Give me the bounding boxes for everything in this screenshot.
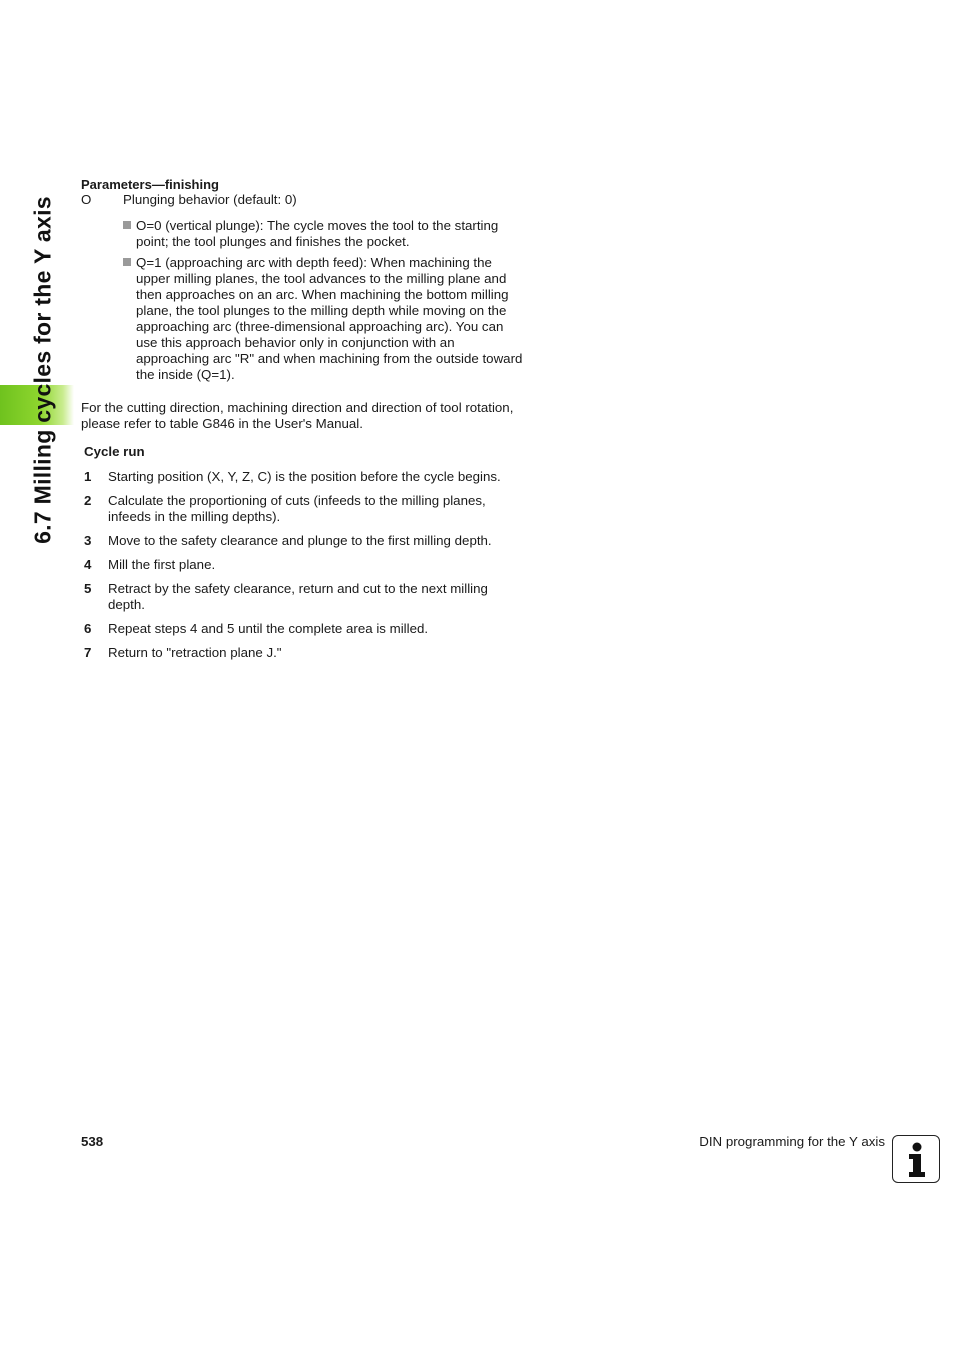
list-item	[123, 218, 526, 250]
parameter-key: O	[81, 192, 92, 207]
step-number: 4	[84, 557, 92, 572]
cycle-steps-list	[81, 469, 526, 661]
parameter-row	[81, 192, 526, 208]
info-icon	[892, 1135, 940, 1183]
cutting-direction-note: For the cutting direction, machining direction and direction of tool rotation, please refer to table G846 in the User's Manual.	[81, 400, 514, 431]
section-title: 6.7 Milling cycles for the Y axis	[29, 196, 56, 544]
step-text: Repeat steps 4 and 5 until the complete area is milled.	[108, 621, 429, 636]
option-text: O=0 (vertical plunge): The cycle moves the tool to the starting point; the tool plunges and finishes the pocket.	[136, 218, 499, 249]
step-text: Mill the first plane.	[108, 557, 216, 572]
step-text: Move to the safety clearance and plunge to the first milling depth.	[108, 533, 492, 548]
step-text: Calculate the proportioning of cuts (infeeds to the milling planes, infeeds in the milling depths).	[108, 493, 486, 524]
list-item	[81, 645, 526, 661]
bullet-square-icon	[123, 221, 131, 229]
list-item	[81, 581, 526, 613]
step-text: Starting position (X, Y, Z, C) is the position before the cycle begins.	[108, 469, 501, 484]
info-glyph	[893, 1136, 938, 1181]
parameter-options-list	[123, 218, 526, 383]
option-text: Q=1 (approaching arc with depth feed): When machining the upper milling planes, the tool advances to the milling plane and then approaches on an arc. When machining the bottom milling plane, the tool plunges to the milling depth while moving on the approaching arc (three-dimensional approaching arc). You can use this approach behavior only in conjunction with an approaching arc "R" and when machining from the outside toward the inside (Q=1).	[136, 255, 523, 382]
step-text: Return to "retraction plane J."	[108, 645, 282, 660]
page-number: 538	[81, 1134, 104, 1149]
list-item	[81, 621, 526, 637]
list-item	[81, 557, 526, 573]
step-number: 7	[84, 645, 92, 660]
list-item	[81, 533, 526, 549]
list-item	[123, 255, 526, 383]
step-number: 5	[84, 581, 92, 596]
parameter-description: Plunging behavior (default: 0)	[123, 192, 297, 207]
bullet-square-icon	[123, 258, 131, 266]
footer-chapter-title: DIN programming for the Y axis	[699, 1134, 885, 1149]
step-number: 2	[84, 493, 92, 508]
parameters-heading: Parameters—finishing	[81, 177, 219, 192]
step-number: 1	[84, 469, 92, 484]
step-text: Retract by the safety clearance, return and cut to the next milling depth.	[108, 581, 488, 612]
step-number: 6	[84, 621, 92, 636]
main-content	[81, 177, 526, 669]
list-item	[81, 469, 526, 485]
step-number: 3	[84, 533, 92, 548]
list-item	[81, 493, 526, 525]
cycle-run-heading: Cycle run	[84, 444, 145, 459]
